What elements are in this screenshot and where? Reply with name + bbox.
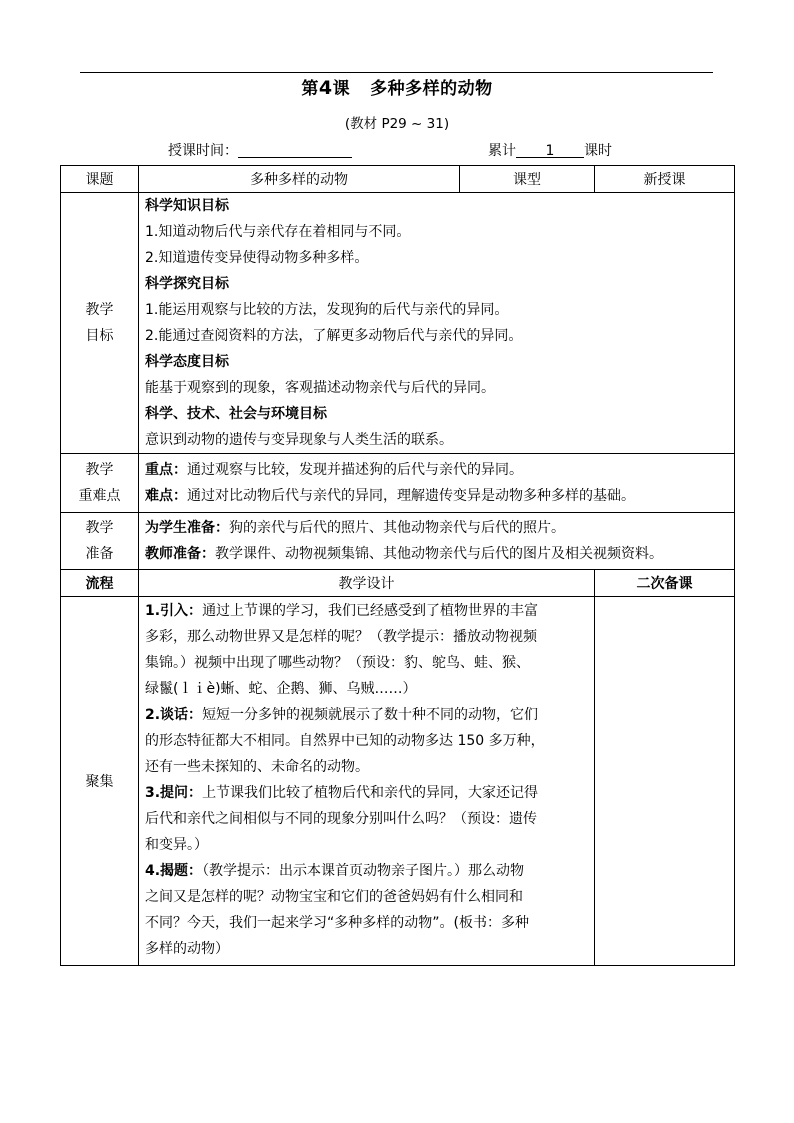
- keypoint-focus: [145, 457, 728, 483]
- step-label: 1.引入：: [145, 603, 203, 619]
- teaching-time-field[interactable]: [238, 141, 352, 158]
- teaching-time-label: 授课时间：: [168, 143, 238, 159]
- flow-col-header: 流程: [61, 570, 139, 597]
- keypoints-content: [139, 454, 735, 513]
- focus-design-content: [139, 597, 595, 966]
- total-hours-value: 1: [516, 141, 584, 158]
- prep-students-label: 为学生准备：: [145, 520, 229, 536]
- step-label: 2.谈话：: [145, 707, 203, 723]
- step-text: 短短一分多钟的视频就展示了数十种不同的动物，它们: [202, 707, 539, 723]
- step-text: 通过上节课的学习，我们已经感受到了植物世界的丰富: [202, 603, 539, 619]
- step-text: 集锦。）视频中出现了哪些动物？（预设：豹、鸵鸟、蛙、猴、: [145, 655, 530, 671]
- textbook-pages: (教材 P29 ~ 31): [344, 116, 450, 132]
- objectives-content: [139, 193, 735, 454]
- objective-item: 意识到动物的遗传与变异现象与人类生活的联系。: [145, 432, 453, 448]
- focus-label: 聚集: [61, 597, 139, 966]
- total-hours-unit: 课时: [584, 143, 612, 159]
- keypoints-label-line1: 教学: [85, 462, 114, 478]
- keypoint-focus-label: 重点：: [145, 462, 187, 478]
- objective-heading-stse: 科学、技术、社会与环境目标: [145, 406, 327, 422]
- keypoint-difficulty-label: 难点：: [145, 488, 187, 504]
- preparation-label: [61, 513, 139, 570]
- step-label: 3.提问：: [145, 785, 203, 801]
- keypoints-row: [61, 454, 735, 513]
- step-text: 不同？今天，我们一起来学习“多种多样的动物”。(板书：多种: [145, 915, 529, 931]
- revision-col-header: 二次备课: [595, 570, 735, 597]
- design-col-header: 教学设计: [139, 570, 595, 597]
- topic-value: 多种多样的动物: [139, 166, 460, 193]
- topic-row: [61, 166, 735, 193]
- teaching-time: [168, 141, 352, 161]
- header-rule: [80, 72, 713, 73]
- lesson-title: [0, 74, 794, 99]
- design-step-question: [145, 780, 588, 858]
- step-text: 还有一些未探知的、未命名的动物。: [145, 759, 369, 775]
- keypoints-label-line2: 重难点: [78, 488, 121, 504]
- topic-label: 课题: [61, 166, 139, 193]
- preparation-label-line1: 教学: [85, 520, 114, 536]
- objective-heading-attitude: 科学态度目标: [145, 354, 229, 370]
- objectives-label-line2: 目标: [85, 328, 114, 344]
- step-text: 多彩，那么动物世界又是怎样的呢？（教学提示：播放动物视频: [145, 629, 537, 645]
- revision-notes-cell[interactable]: [595, 597, 735, 966]
- step-text: 后代和亲代之间相似与不同的现象分别叫什么吗？（预设：遗传: [145, 811, 537, 827]
- title-suffix: 课: [332, 79, 351, 99]
- keypoint-difficulty: [145, 483, 728, 509]
- prep-teacher: [145, 541, 734, 567]
- step-text: 多样的动物）: [145, 941, 229, 957]
- design-step-intro: [145, 598, 588, 702]
- step-text: 绿鬣(ｌｉè)蜥、蛇、企鹅、狮、乌贼……）: [145, 681, 417, 697]
- preparation-row: [61, 513, 735, 570]
- step-text: （教学提示：出示本课首页动物亲子图片。）那么动物: [202, 863, 525, 879]
- total-hours-label: 累计: [488, 143, 516, 159]
- keypoints-label: [61, 454, 139, 513]
- keypoint-difficulty-text: 通过对比动物后代与亲代的异同，理解遗传变异是动物多种多样的基础。: [187, 488, 635, 504]
- preparation-label-line2: 准备: [85, 546, 114, 562]
- focus-row: [61, 597, 735, 966]
- preparation-content: [139, 513, 735, 570]
- title-number: 4: [318, 77, 333, 99]
- keypoint-focus-text: 通过观察与比较，发现并描述狗的后代与亲代的异同。: [187, 462, 523, 478]
- step-label: 4.揭题：: [145, 863, 203, 879]
- prep-students: [145, 515, 734, 541]
- objective-item: 1.知道动物后代与亲代存在着相同与不同。: [145, 224, 411, 240]
- step-text: 之间又是怎样的呢？动物宝宝和它们的爸爸妈妈有什么相同和: [145, 889, 523, 905]
- objective-heading-knowledge: 科学知识目标: [145, 198, 229, 214]
- type-label: 课型: [460, 166, 595, 193]
- type-value: 新授课: [595, 166, 735, 193]
- objectives-label: [61, 193, 139, 454]
- prep-students-text: 狗的亲代与后代的照片、其他动物亲代与后代的照片。: [229, 520, 565, 536]
- design-step-reveal: [145, 858, 588, 962]
- objectives-label-line1: 教学: [85, 302, 114, 318]
- step-text: 的形态特征都大不相同。自然界中已知的动物多达 150 多万种，: [145, 733, 545, 749]
- objective-item: 2.知道遗传变异使得动物多种多样。: [145, 250, 369, 266]
- title-name: 多种多样的动物: [370, 79, 493, 99]
- objectives-row: [61, 193, 735, 454]
- objective-heading-inquiry: 科学探究目标: [145, 276, 229, 292]
- objective-item: 1.能运用观察与比较的方法，发现狗的后代与亲代的异同。: [145, 302, 509, 318]
- objective-item: 2.能通过查阅资料的方法，了解更多动物后代与亲代的异同。: [145, 328, 523, 344]
- design-step-talk: [145, 702, 588, 780]
- flow-header-row: [61, 570, 735, 597]
- prep-teacher-text: 教学课件、动物视频集锦、其他动物亲代与后代的图片及相关视频资料。: [215, 546, 663, 562]
- prep-teacher-label: 教师准备：: [145, 546, 215, 562]
- title-prefix: 第: [301, 79, 319, 99]
- lesson-plan-table: [60, 165, 735, 966]
- objective-item: 能基于观察到的现象，客观描述动物亲代与后代的异同。: [145, 380, 495, 396]
- total-hours: [488, 141, 612, 161]
- step-text: 上节课我们比较了植物后代和亲代的异同，大家还记得: [202, 785, 539, 801]
- step-text: 和变异。）: [145, 837, 208, 853]
